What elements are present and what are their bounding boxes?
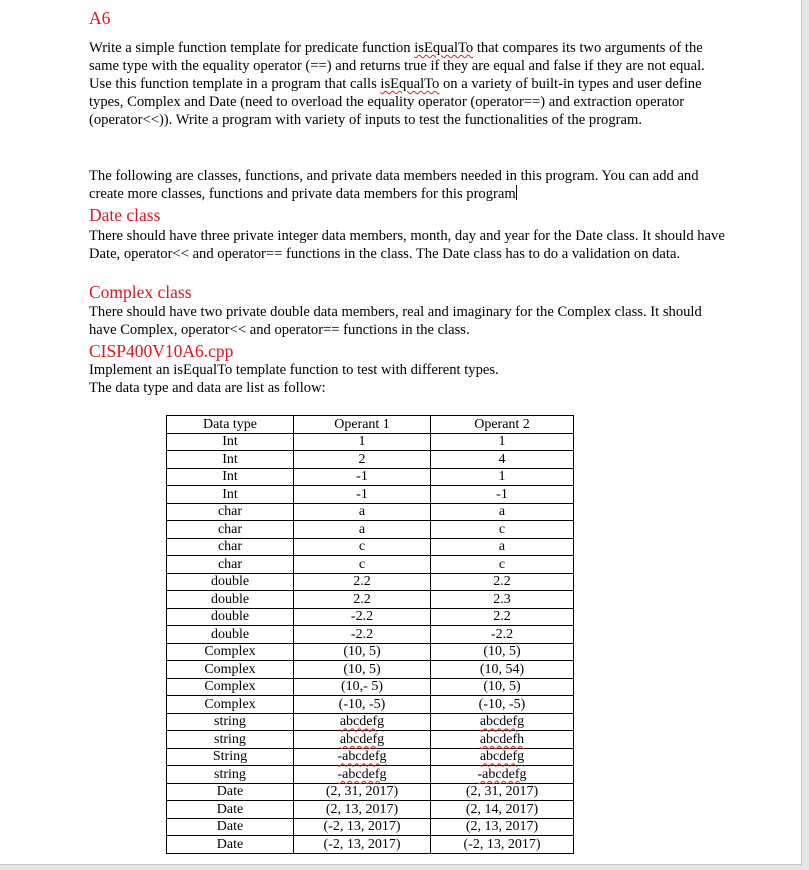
cpp-text: Implement an isEqualTo template function to test with different types. The data type and data are list as follow: — [89, 362, 499, 396]
table-cell: -1 — [294, 486, 431, 504]
table-cell: (-2, 13, 2017) — [431, 836, 574, 854]
table-cell: c — [431, 521, 574, 539]
table-cell: 4 — [431, 451, 574, 469]
table-cell: abcdefg — [431, 713, 574, 731]
table-cell: c — [294, 556, 431, 574]
table-cell: Date — [167, 783, 294, 801]
table-row — [167, 836, 574, 854]
table-cell: abcdefh — [431, 731, 574, 749]
table-cell: (-2, 13, 2017) — [294, 818, 431, 836]
table-cell: c — [431, 556, 574, 574]
date-class-heading: Date class — [89, 205, 161, 225]
table-cell: char — [167, 521, 294, 539]
table-cell: (-10, -5) — [294, 696, 431, 714]
table-row — [167, 433, 574, 451]
table-row — [167, 678, 574, 696]
table-cell: 2 — [294, 451, 431, 469]
cpp-heading: CISP400V10A6.cpp — [89, 341, 234, 361]
table-cell: Int — [167, 433, 294, 451]
table-header-cell: Data type — [167, 416, 294, 434]
table-cell: -2.2 — [294, 626, 431, 644]
table-cell: 2.2 — [294, 591, 431, 609]
table-header-cell: Operant 2 — [431, 416, 574, 434]
table-cell: Int — [167, 451, 294, 469]
table-row — [167, 783, 574, 801]
table-cell: (2, 13, 2017) — [431, 818, 574, 836]
table-cell: 2.2 — [431, 573, 574, 591]
table-cell: 1 — [431, 433, 574, 451]
table-cell: (-10, -5) — [431, 696, 574, 714]
table-cell: -1 — [294, 468, 431, 486]
intro-text: isEqualTo — [380, 76, 440, 92]
table-cell: (2, 31, 2017) — [431, 783, 574, 801]
table-cell: -abcdefg — [294, 748, 431, 766]
table-row — [167, 591, 574, 609]
table-cell: Complex — [167, 643, 294, 661]
table-cell: double — [167, 626, 294, 644]
table-cell: char — [167, 503, 294, 521]
classes-intro-text: The following are classes, functions, and private data members needed in this program. You can add and create more classes, functions and private data members for this program — [89, 168, 699, 202]
table-row — [167, 731, 574, 749]
table-cell: -1 — [431, 486, 574, 504]
table-cell: 1 — [294, 433, 431, 451]
table-cell: char — [167, 538, 294, 556]
intro-text: Write a simple function template for predicate function — [89, 40, 415, 56]
table-cell: String — [167, 748, 294, 766]
table-cell: (10, 5) — [431, 643, 574, 661]
table-row — [167, 818, 574, 836]
table-cell: Complex — [167, 696, 294, 714]
table-row — [167, 556, 574, 574]
data-table — [166, 415, 574, 854]
table-row — [167, 748, 574, 766]
table-row — [167, 503, 574, 521]
table-cell: -2.2 — [294, 608, 431, 626]
table-cell: char — [167, 556, 294, 574]
intro-text: that compares its two arguments of the same type with the equality operator (==) and returns true if they are equal and false if they are not equal. Use this function template in a program that calls — [89, 40, 705, 92]
intro-text: on a variety of built-in types and user define types, Complex and Date (need to overload the equality operator (operator==) and extraction operator (operator<<)). Write a program with variety of inputs to test the functionalities of the program. — [89, 76, 702, 128]
table-cell: -abcdefg — [294, 766, 431, 784]
table-row — [167, 801, 574, 819]
date-class-text: There should have three private integer data members, month, day and year for the Date class. It should have Date, operator<< and operator== functions in the class. The Date class has to do a validation on data. — [89, 228, 725, 262]
table-cell: 2.2 — [431, 608, 574, 626]
table-header-row — [167, 416, 574, 434]
table-cell: Date — [167, 836, 294, 854]
table-cell: (10, 5) — [294, 643, 431, 661]
table-cell: (-2, 13, 2017) — [294, 836, 431, 854]
table-row — [167, 696, 574, 714]
table-cell: Date — [167, 818, 294, 836]
table-cell: (2, 31, 2017) — [294, 783, 431, 801]
table-row — [167, 713, 574, 731]
table-row — [167, 643, 574, 661]
table-row — [167, 486, 574, 504]
table-cell: a — [294, 503, 431, 521]
table-cell: double — [167, 591, 294, 609]
assignment-title: A6 — [89, 8, 111, 28]
table-row — [167, 521, 574, 539]
table-cell: (10, 54) — [431, 661, 574, 679]
table-row — [167, 451, 574, 469]
table-row — [167, 538, 574, 556]
table-row — [167, 573, 574, 591]
table-row — [167, 626, 574, 644]
table-cell: string — [167, 731, 294, 749]
table-row — [167, 608, 574, 626]
table-cell: (2, 14, 2017) — [431, 801, 574, 819]
classes-intro-paragraph — [89, 167, 729, 203]
table-cell: abcdefg — [294, 713, 431, 731]
table-cell: a — [294, 521, 431, 539]
complex-class-text: There should have two private double data members, real and imaginary for the Complex class. It should have Complex, operator<< and operator== functions in the class. — [89, 304, 702, 338]
table-row — [167, 766, 574, 784]
table-cell: (10, 5) — [431, 678, 574, 696]
table-cell: double — [167, 608, 294, 626]
complex-class-heading: Complex class — [89, 282, 192, 302]
table-cell: Int — [167, 486, 294, 504]
table-cell: string — [167, 713, 294, 731]
table-cell: (10,- 5) — [294, 678, 431, 696]
table-cell: abcdefg — [431, 748, 574, 766]
table-cell: c — [294, 538, 431, 556]
table-row — [167, 468, 574, 486]
table-cell: 1 — [431, 468, 574, 486]
intro-text: isEqualTo — [414, 40, 474, 56]
table-cell: (10, 5) — [294, 661, 431, 679]
table-cell: a — [431, 538, 574, 556]
table-cell: Int — [167, 468, 294, 486]
table-cell: -2.2 — [431, 626, 574, 644]
table-cell: 2.2 — [294, 573, 431, 591]
table-cell: double — [167, 573, 294, 591]
table-cell: Complex — [167, 678, 294, 696]
text-cursor — [516, 185, 517, 200]
intro-paragraph — [89, 39, 729, 129]
table-cell: 2.3 — [431, 591, 574, 609]
table-cell: -abcdefg — [431, 766, 574, 784]
table-header-cell: Operant 1 — [294, 416, 431, 434]
table-cell: Date — [167, 801, 294, 819]
table-cell: a — [431, 503, 574, 521]
table-cell: string — [167, 766, 294, 784]
table-cell: abcdefg — [294, 731, 431, 749]
table-row — [167, 661, 574, 679]
table-cell: Complex — [167, 661, 294, 679]
table-cell: (2, 13, 2017) — [294, 801, 431, 819]
